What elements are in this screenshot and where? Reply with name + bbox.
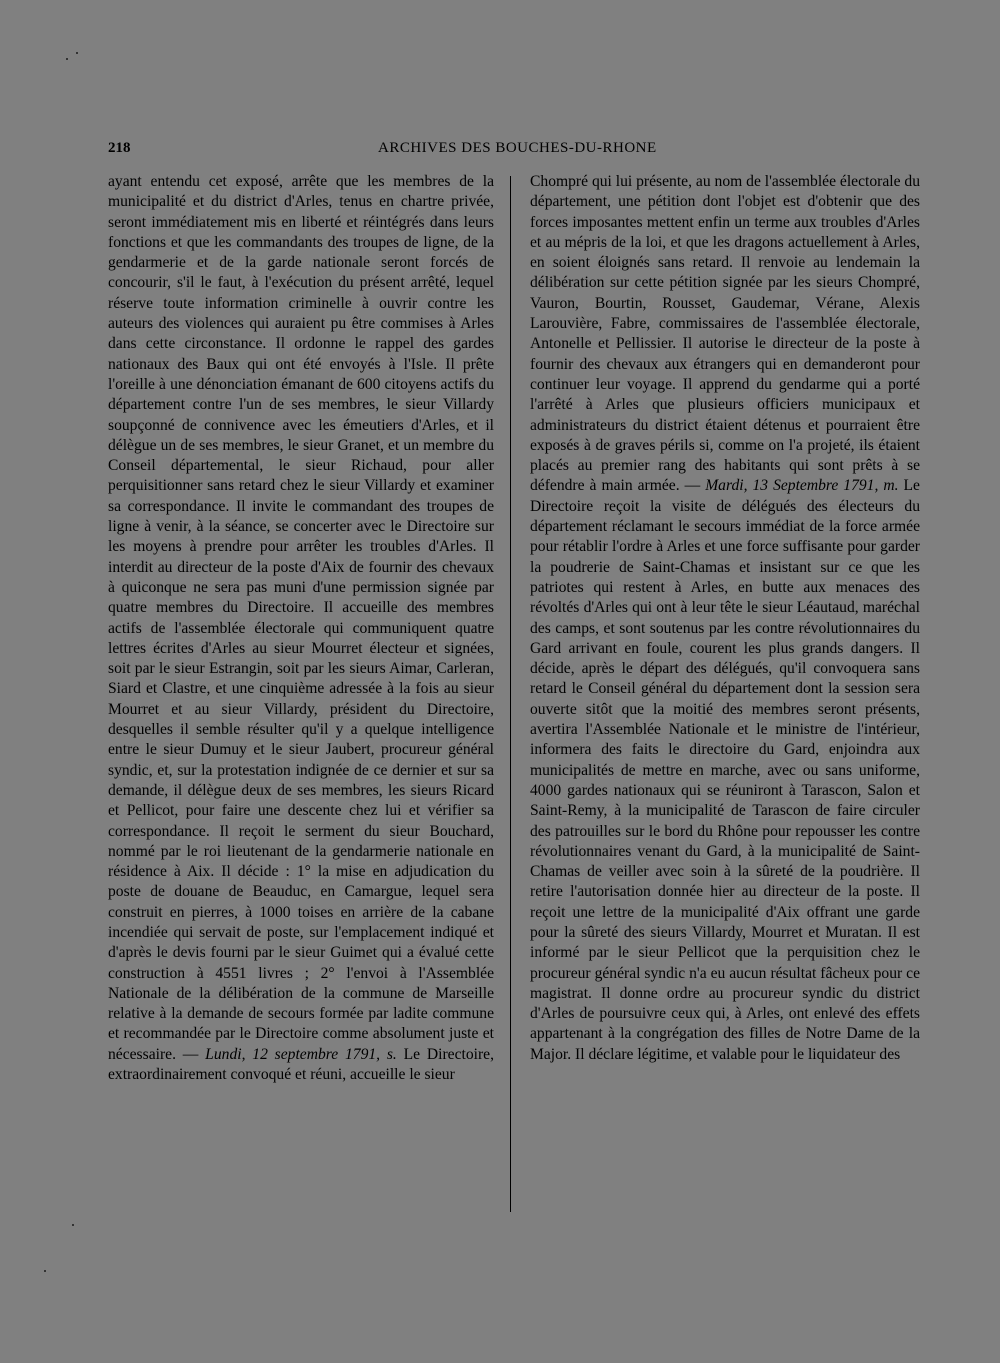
right-paragraph-2: Le Directoire reçoit la visite de délégués des électeurs du département réclamant le secours immédiat de la force armée pour rétablir l'ordre à Arles et une force suffisante pour garder la poudrerie de Saint-Chamas et insistant sur ce que les patriotes qui restent à Arles, en butte aux menaces des révoltés d'Arles qui ont à leur tête le sieur Léautaud, maréchal des camps, et sont soutenus par les contre révolutionnaires du Gard arrivant en foule, courent les plus grands dangers. Il décide, après le départ des délégués, qu'il convoquera sans retard le Conseil général du département dont la session sera ouverte sitôt que la moitié des membres seront présents, avertira l'Assemblée Nationale et le ministre de l'intérieur, informera des faits le directoire du Gard, enjoindra aux municipalités de mettre en marche, avec ou sans uniforme, 4000 gardes nationaux qui se réuniront à Tarascon, Salon et Saint-Remy, à la municipalité de Tarascon de faire circuler des patrouilles sur le bord du Rhône pour repousser les contre révolutionnaires venant du Gard, à la municipalité de Saint-Chamas de veiller avec soin à la sûreté de la poudrière. Il retire l'autorisation donnée hier au directeur de la poste. Il reçoit une lettre de la municipalité d'Aix offrant une garde pour la sûreté des sieurs Villardy, Mourret et Muratan. Il est informé par le sieur Pellicot que la perquisition chez le procureur général syndic n'a eu aucun résultat fâcheux pour ce magistrat. Il donne ordre au procureur syndic du district d'Arles de poursuivre ceux qui, à Arles, ont enlevé des effets appartenant à la congrégation des filles de Notre Dame de la Major. Il déclare légitime, et valable pour le liquidateur des <box>530 477 920 1063</box>
right-column <box>530 172 920 1065</box>
page-header <box>108 140 920 160</box>
left-column <box>108 172 494 1085</box>
right-date: Mardi, 13 Septembre 1791, m. <box>705 477 899 495</box>
left-date: Lundi, 12 septembre 1791, s. <box>205 1045 397 1063</box>
page-number: 218 <box>108 140 131 156</box>
right-paragraph-1: Chompré qui lui présente, au nom de l'assemblée électorale du département, une pétition dont l'objet est d'obtenir que des forces imposantes mettent enfin un terme aux troubles d'Arles et au mépris de la loi, et que les dragons actuellement à Arles, en soient éloignés sans retard. Il renvoie au lendemain la délibération sur cette pétition signée par les sieurs Chompré, Vauron, Bourtin, Rousset, Gaudemar, Vérane, Alexis Larouvière, Fabre, commissaires de l'assemblée électorale, Antonelle et Pellissier. Il autorise le directeur de la poste à fournir des chevaux aux étrangers qui en demanderont pour continuer leur voyage. Il apprend du gendarme qui a porté l'arrêté à Arles que plusieurs officiers municipaux et administrateurs du district étaient détenus et pourraient être exposés à de graves périls si, comme on l'a projeté, ils étaient placés au premier rang des habitants qui sont prêts à se défendre à main armée. — <box>530 173 920 495</box>
left-paragraph-1: ayant entendu cet exposé, arrête que les membres de la municipalité et du district d'Arles, tenus en chartre privée, seront immédiatement mis en liberté et réintégrés dans leurs fonctions et que les commandants des troupes de ligne, de la gendarmerie et de la garde nationale seront forcés de concourir, s'il le faut, à l'exécution du présent arrêté, lequel réserve toute information criminelle à ouvrir contre les auteurs des violences qui auraient pu être commises à Arles dans cette circonstance. Il ordonne le rappel des gardes nationaux des Baux qui ont été envoyés à l'Isle. Il prête l'oreille à une dénonciation émanant de 600 citoyens actifs du département contre l'un de ses membres, le sieur Villardy soupçonné de connivence avec les émeutiers d'Arles, et il délègue un de ses membres, le sieur Granet, et un membre du Conseil départemental, le sieur Richaud, pour aller perquisitionner sans retard chez le sieur Villardy et examiner sa correspondance. Il invite le commandant des troupes de ligne à venir, à la séance, se concerter avec le Directoire sur les moyens à prendre pour arrêter les troubles d'Arles. Il interdit au directeur de la poste d'Aix de fournir des chevaux à quiconque ne sera pas muni d'une permission signée par quatre membres du Directoire. Il accueille des membres actifs de l'assemblée électorale qui communiquent quatre lettres écrites d'Arles au sieur Mourret électeur et signées, soit par le sieur Estrangin, soit par les sieurs Aimar, Carleran, Siard et Clastre, et une cinquième adressée à la fois au sieur Mourret et au sieur Villardy, président du Directoire, desquelles il semble résulter qu'il y a quelque intelligence entre le sieur Dumuy et le sieur Jaubert, procureur général syndic, et, sur la protestation indignée de ce dernier et sur sa demande, il délègue deux de ses membres, les sieurs Ricard et Pellicot, pour faire une descente chez lui et vérifier sa correspondance. Il reçoit le serment du sieur Bouchard, nommé par le roi lieutenant de la gendarmerie nationale en résidence à Aix. Il décide : 1° la mise en adjudication du poste de douane de Beauduc, en Camargue, lequel sera construit en pierres, à 1000 toises en arrière de la cabane incendiée qui servait de poste, sur l'emplacement indiqué et d'après le devis fourni par le sieur Guimet qui a évalué cette construction à 4551 livres ; 2° l'envoi à l'Assemblée Nationale de la délibération de la commune de Marseille relative à la demande de secours formée par ladite commune et recommandée par le Directoire comme absolument juste et nécessaire. — <box>108 173 494 1063</box>
running-title: ARCHIVES DES BOUCHES-DU-RHONE <box>378 140 657 156</box>
column-divider <box>510 176 511 1212</box>
scan-speck <box>72 1224 74 1226</box>
left-paragraph-2: Le Directoire, extraordinairement convoqué et réuni, accueille le sieur <box>108 1045 494 1084</box>
left-column-text <box>108 172 494 1085</box>
right-column-text <box>530 172 920 1065</box>
scan-speck <box>44 1270 46 1272</box>
scan-speck <box>66 58 68 60</box>
scan-speck <box>76 52 78 54</box>
